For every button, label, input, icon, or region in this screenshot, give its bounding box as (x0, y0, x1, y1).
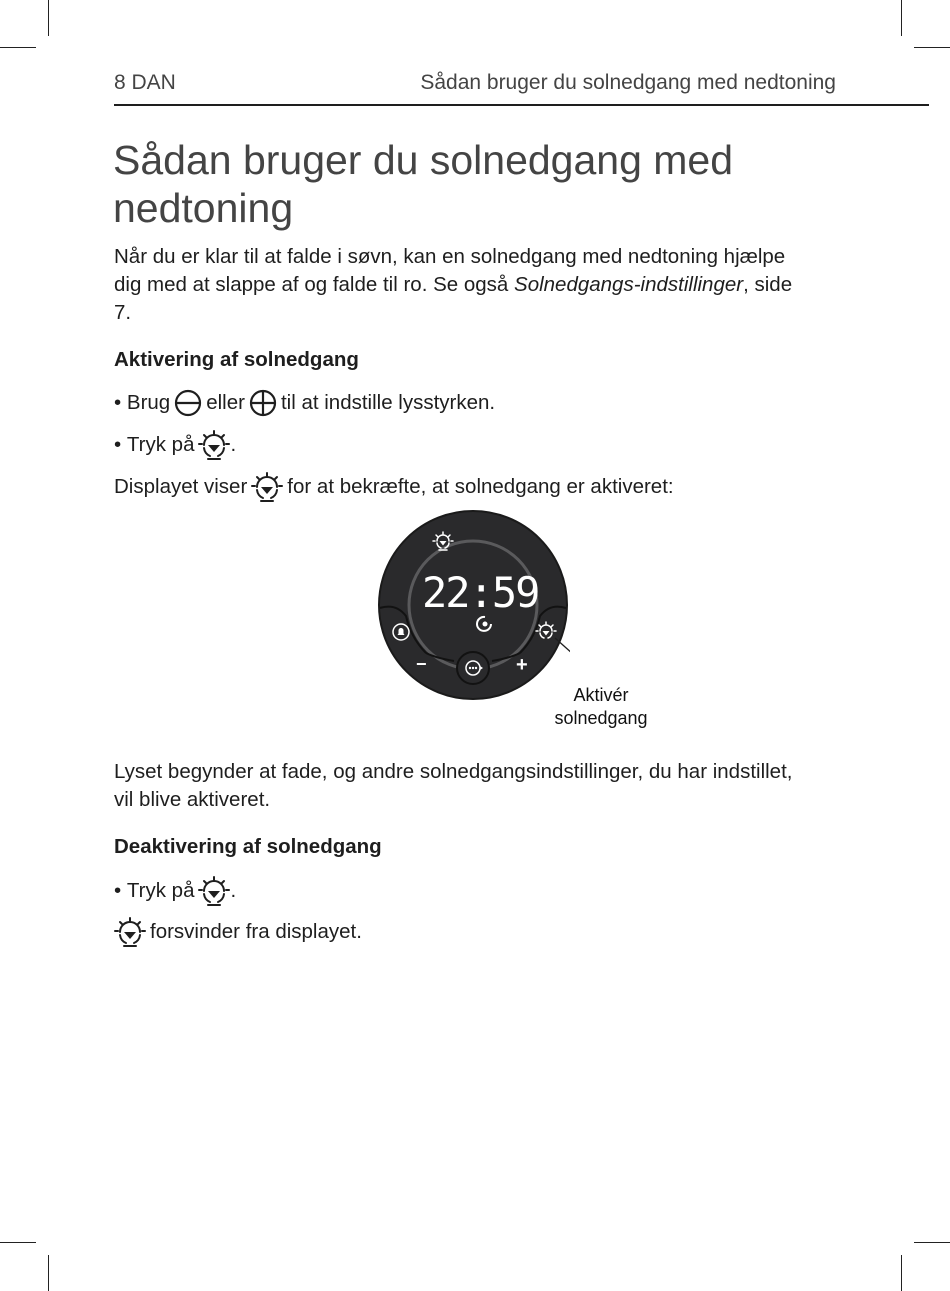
bullet-end: . (230, 879, 237, 902)
device-time: 22:59 (422, 568, 539, 617)
crop-mark (48, 0, 49, 36)
deactivate-bullet-press (114, 876, 236, 906)
display-confirm-line (114, 472, 674, 502)
sunset-icon (198, 430, 230, 460)
activate-heading: Aktivering af solnedgang (114, 348, 359, 371)
crop-mark (901, 1255, 902, 1291)
plus-button-label: + (516, 654, 528, 676)
sunset-icon (251, 472, 283, 502)
crop-mark (0, 47, 36, 48)
activate-bullet-press (114, 430, 236, 460)
crop-mark (0, 1242, 36, 1243)
device-illustration (376, 508, 570, 704)
deactivate-heading: Deaktivering af solnedgang (114, 835, 382, 858)
bullet-text: Tryk på (126, 879, 195, 902)
crop-mark (48, 1255, 49, 1291)
bullet-end: . (230, 433, 237, 456)
bullet-text: Tryk på (126, 433, 195, 456)
deactivate-result-line (114, 917, 362, 947)
plus-circle-icon (249, 389, 277, 417)
display-text: for at bekræfte, at solnedgang er aktiveret: (287, 475, 674, 498)
crop-mark (914, 1242, 950, 1243)
after-activation-paragraph: Lyset begynder at fade, og andre solnedgangsindstillinger, du har indstillet, vil blive aktiveret. (114, 760, 793, 811)
sunset-icon (198, 876, 230, 906)
activate-bullet-brightness (114, 389, 495, 417)
intro-tail: , side 7. (114, 273, 793, 324)
crop-mark (901, 0, 902, 36)
crop-mark (914, 47, 950, 48)
intro-paragraph (114, 243, 804, 327)
sunset-icon (114, 917, 146, 947)
display-text: Displayet viser (114, 475, 248, 498)
minus-button-label: − (416, 654, 427, 674)
intro-italic-ref: Solnedgangs-indstillinger (514, 273, 744, 296)
bullet: • (114, 391, 122, 414)
bullet: • (114, 433, 122, 456)
running-title: Sådan bruger du solnedgang med nedtoning (420, 71, 836, 94)
header-divider (114, 104, 929, 106)
page-title: Sådan bruger du solnedgang med nedtoning (113, 137, 734, 231)
minus-circle-icon (174, 389, 202, 417)
bullet-text: Brug (126, 391, 171, 414)
callout-activate-sunset: Aktivér solnedgang (554, 685, 648, 728)
bullet-text: eller (206, 391, 245, 414)
bullet: • (114, 879, 122, 902)
page-number: 8 DAN (114, 71, 176, 94)
intro-text: Når du er klar til at falde i søvn, kan en solnedgang med nedtoning hjælpe dig med at slappe af og falde til ro. Se også (114, 245, 786, 296)
result-text: forsvinder fra displayet. (150, 920, 362, 943)
bullet-text: til at indstille lysstyrken. (280, 391, 496, 414)
